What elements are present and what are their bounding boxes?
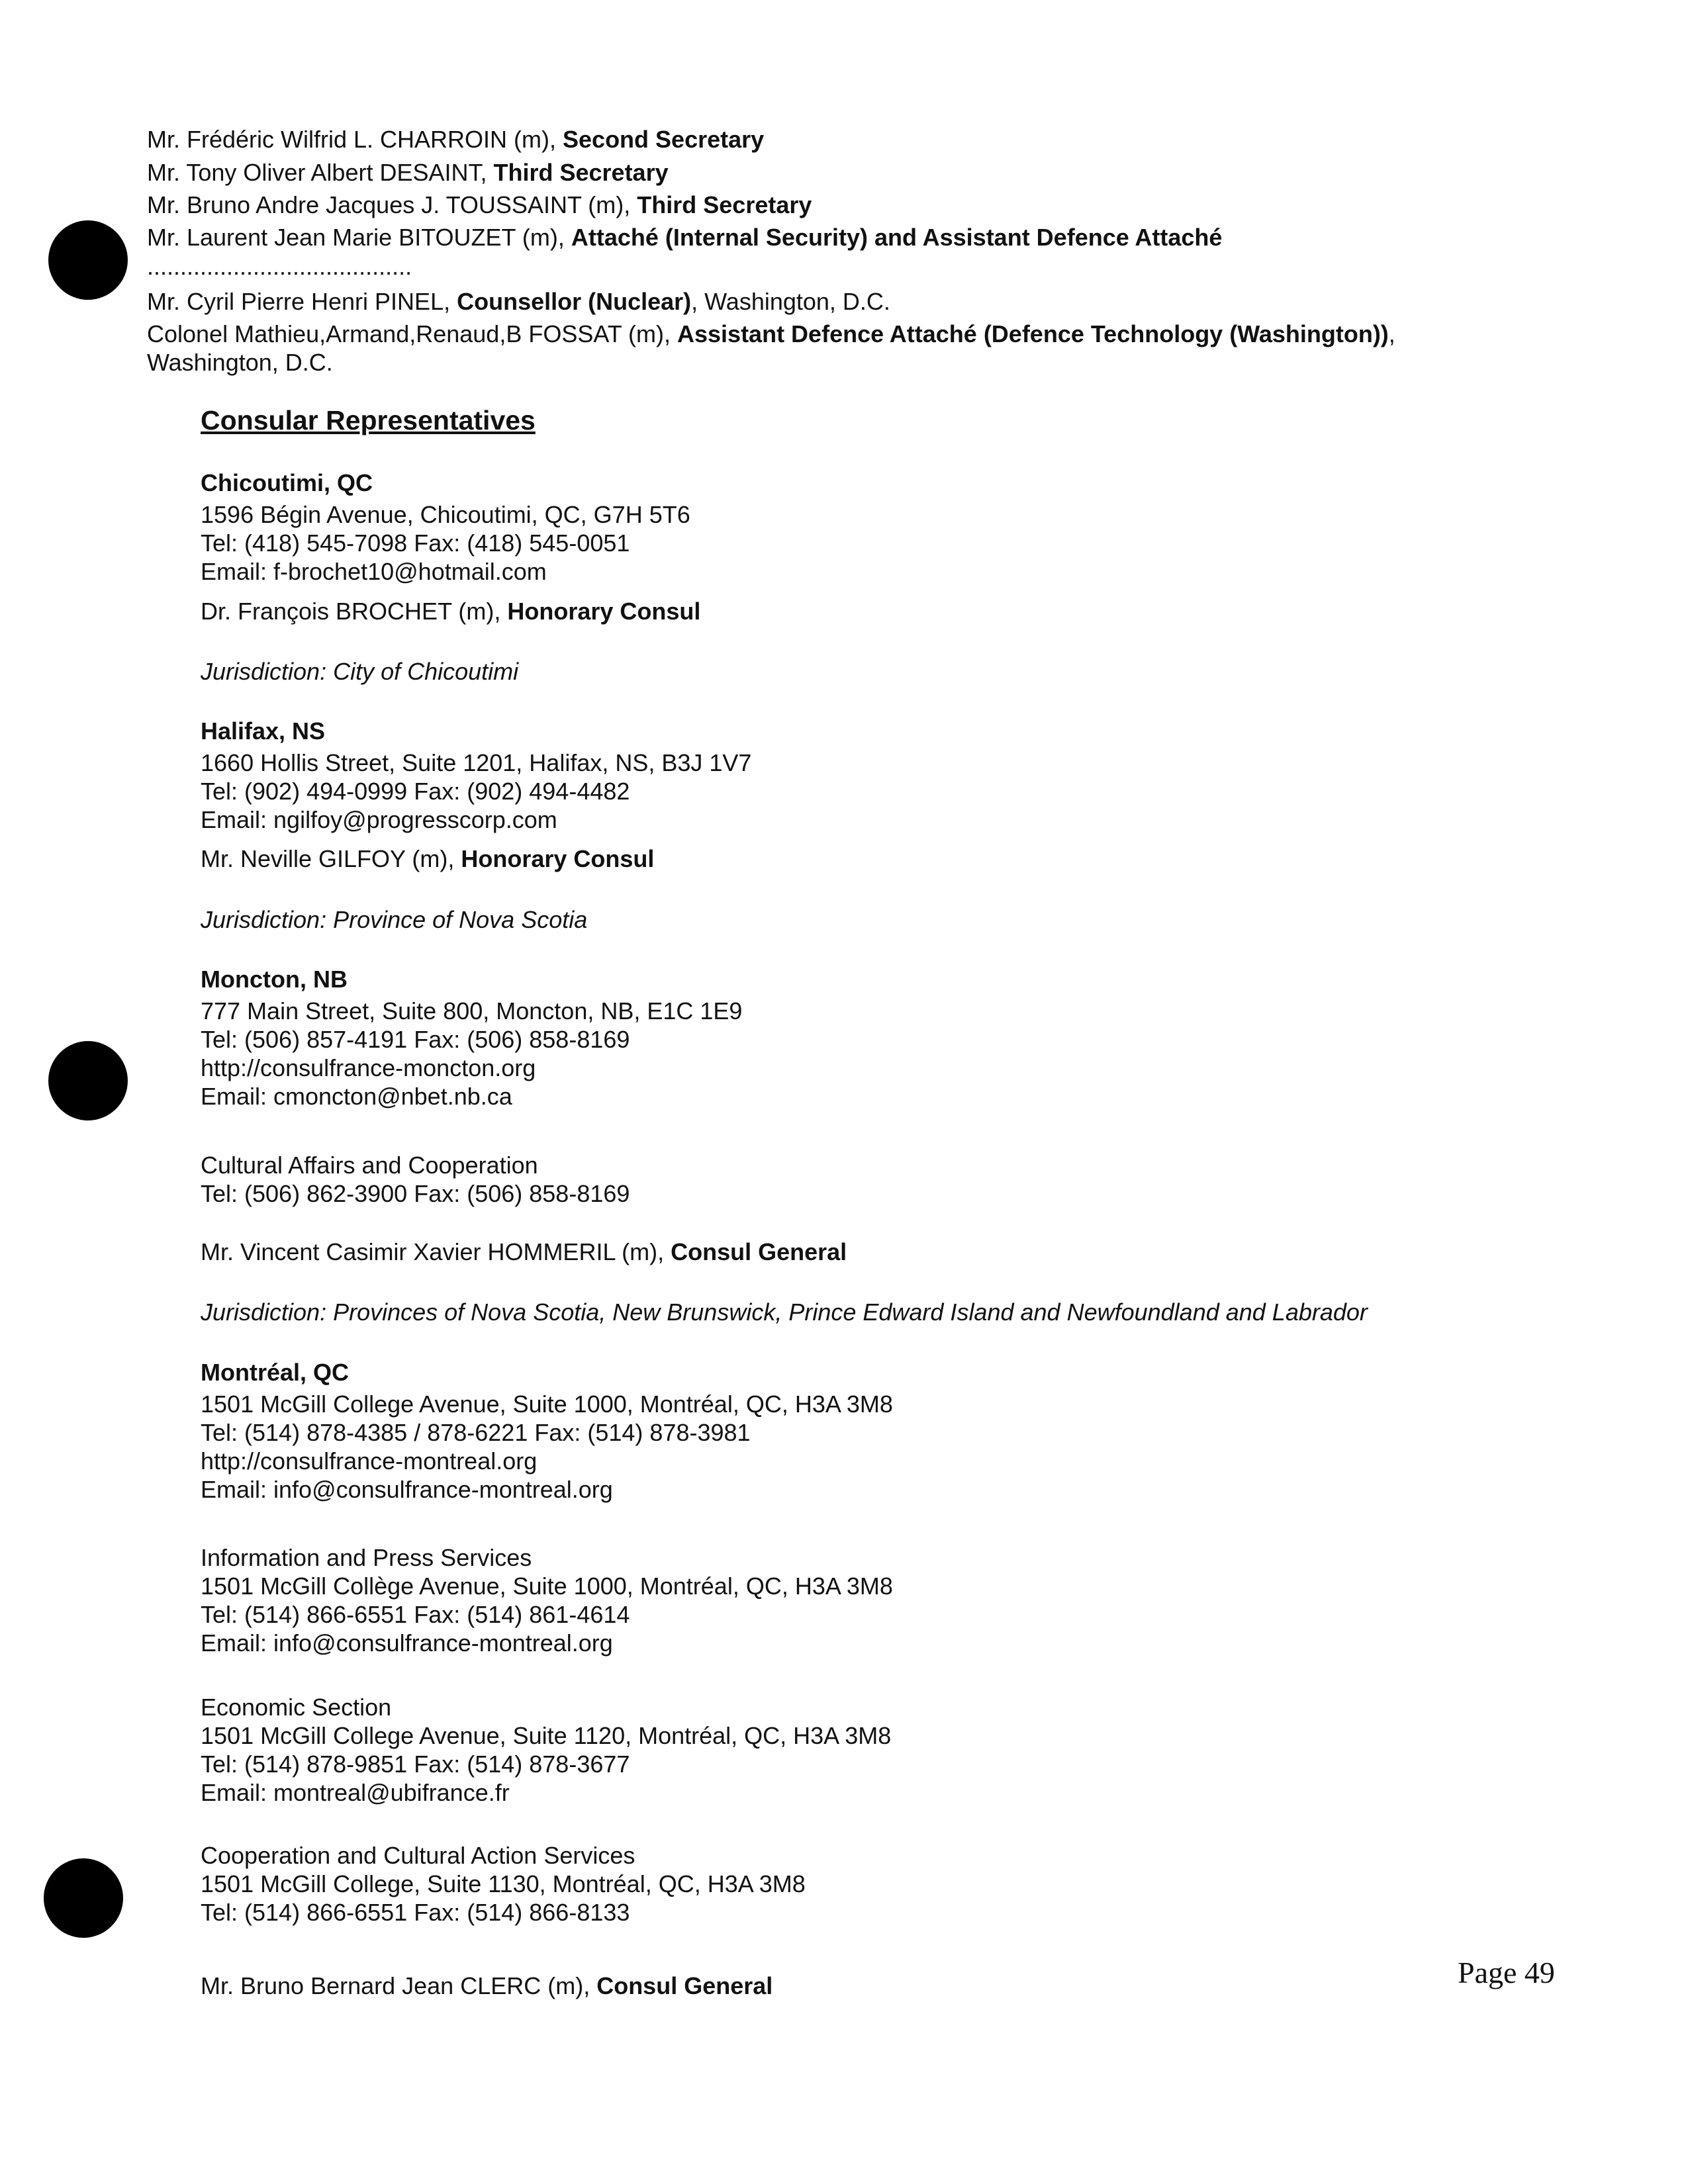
staff-line-fossat-cont: Washington, D.C. — [147, 349, 333, 376]
staff-line-toussaint — [147, 193, 812, 217]
staff-name: Mr. Bruno Andre Jacques J. TOUSSAINT (m), — [147, 191, 637, 218]
jurisdiction: Jurisdiction: City of Chicoutimi — [201, 658, 519, 685]
phone-fax: Tel: (514) 866-6551 Fax: (514) 866-8133 — [201, 1899, 630, 1926]
staff-line-pinel — [147, 290, 890, 314]
staff-line-bitouzet — [147, 226, 1222, 250]
jurisdiction: Jurisdiction: Province of Nova Scotia — [201, 906, 588, 933]
staff-name: Mr. Tony Oliver Albert DESAINT, — [147, 159, 494, 186]
staff-title: Attaché (Internal Security) and Assistant Defence Attaché — [571, 224, 1223, 251]
consul-line — [201, 1240, 847, 1264]
website: http://consulfrance-montreal.org — [201, 1447, 538, 1475]
consul-title: Consul General — [596, 1972, 773, 1999]
city-heading-montreal: Montréal, QC — [201, 1359, 350, 1386]
office-label: Information and Press Services — [201, 1544, 532, 1571]
staff-name: Mr. Frédéric Wilfrid L. CHARROIN (m), — [147, 126, 563, 153]
address: 1501 McGill College, Suite 1130, Montréal, QC, H3A 3M8 — [201, 1870, 806, 1897]
staff-title: Second Secretary — [563, 126, 765, 153]
address: 1501 McGill College Avenue, Suite 1000, Montréal, QC, H3A 3M8 — [201, 1390, 893, 1418]
staff-name: Colonel Mathieu,Armand,Renaud,B FOSSAT (m), — [147, 320, 677, 347]
phone-fax: Tel: (506) 857-4191 Fax: (506) 858-8169 — [201, 1026, 630, 1053]
city-heading-moncton: Moncton, NB — [201, 966, 348, 993]
staff-line-charroin — [147, 128, 764, 152]
staff-title: Third Secretary — [637, 191, 812, 218]
section-heading: Consular Representatives — [201, 405, 536, 435]
staff-line-desaint — [147, 161, 669, 185]
city-heading-halifax: Halifax, NS — [201, 717, 326, 745]
city-heading-chicoutimi: Chicoutimi, QC — [201, 469, 373, 496]
phone-fax: Tel: (506) 862-3900 Fax: (506) 858-8169 — [201, 1180, 630, 1207]
consul-line — [201, 847, 654, 871]
consul-name: Mr. Bruno Bernard Jean CLERC (m), — [201, 1972, 597, 1999]
separator-dots: ........................................ — [147, 253, 412, 280]
email: Email: info@consulfrance-montreal.org — [201, 1629, 613, 1657]
staff-line-fossat — [147, 322, 1395, 346]
email: Email: info@consulfrance-montreal.org — [201, 1476, 613, 1503]
address: 1596 Bégin Avenue, Chicoutimi, QC, G7H 5T6 — [201, 501, 690, 528]
office-label: Cooperation and Cultural Action Services — [201, 1842, 635, 1869]
phone-fax: Tel: (514) 878-4385 / 878-6221 Fax: (514) 878-3981 — [201, 1419, 751, 1446]
consul-title: Honorary Consul — [507, 598, 701, 625]
staff-title: Third Secretary — [493, 159, 669, 186]
binder-hole-middle — [48, 1041, 128, 1120]
page-number: Page 49 — [1458, 1956, 1555, 1989]
jurisdiction: Jurisdiction: Provinces of Nova Scotia, New Brunswick, Prince Edward Island and Newfoundland and Labrador — [201, 1298, 1368, 1326]
address: 1501 McGill Collège Avenue, Suite 1000, Montréal, QC, H3A 3M8 — [201, 1572, 893, 1600]
consul-line — [201, 600, 700, 623]
address: 1660 Hollis Street, Suite 1201, Halifax, NS, B3J 1V7 — [201, 749, 752, 776]
staff-suffix: , Washington, D.C. — [691, 288, 890, 315]
consul-title: Honorary Consul — [461, 845, 655, 872]
email: Email: cmoncton@nbet.nb.ca — [201, 1083, 512, 1110]
phone-fax: Tel: (514) 866-6551 Fax: (514) 861-4614 — [201, 1601, 630, 1628]
phone-fax: Tel: (514) 878-9851 Fax: (514) 878-3677 — [201, 1751, 630, 1778]
consul-line — [201, 1974, 773, 1998]
website: http://consulfrance-moncton.org — [201, 1054, 536, 1081]
address: 777 Main Street, Suite 800, Moncton, NB, E1C 1E9 — [201, 997, 743, 1024]
email: Email: ngilfoy@progresscorp.com — [201, 806, 557, 833]
consul-title: Consul General — [671, 1238, 847, 1265]
consul-name: Mr. Neville GILFOY (m), — [201, 845, 461, 872]
office-label: Cultural Affairs and Cooperation — [201, 1152, 538, 1179]
staff-name: Mr. Laurent Jean Marie BITOUZET (m), — [147, 224, 571, 251]
staff-title: Assistant Defence Attaché (Defence Technology (Washington)) — [677, 320, 1389, 347]
binder-hole-bottom — [44, 1858, 123, 1938]
office-label: Economic Section — [201, 1694, 392, 1721]
address: 1501 McGill College Avenue, Suite 1120, Montréal, QC, H3A 3M8 — [201, 1722, 892, 1749]
staff-title: Counsellor (Nuclear) — [457, 288, 692, 315]
consul-name: Mr. Vincent Casimir Xavier HOMMERIL (m), — [201, 1238, 671, 1265]
binder-hole-top — [48, 220, 128, 300]
phone-fax: Tel: (418) 545-7098 Fax: (418) 545-0051 — [201, 529, 630, 557]
staff-suffix: , — [1388, 320, 1395, 347]
email: Email: f-brochet10@hotmail.com — [201, 558, 547, 585]
consul-name: Dr. François BROCHET (m), — [201, 598, 508, 625]
phone-fax: Tel: (902) 494-0999 Fax: (902) 494-4482 — [201, 778, 630, 805]
email: Email: montreal@ubifrance.fr — [201, 1779, 510, 1806]
staff-name: Mr. Cyril Pierre Henri PINEL, — [147, 288, 457, 315]
